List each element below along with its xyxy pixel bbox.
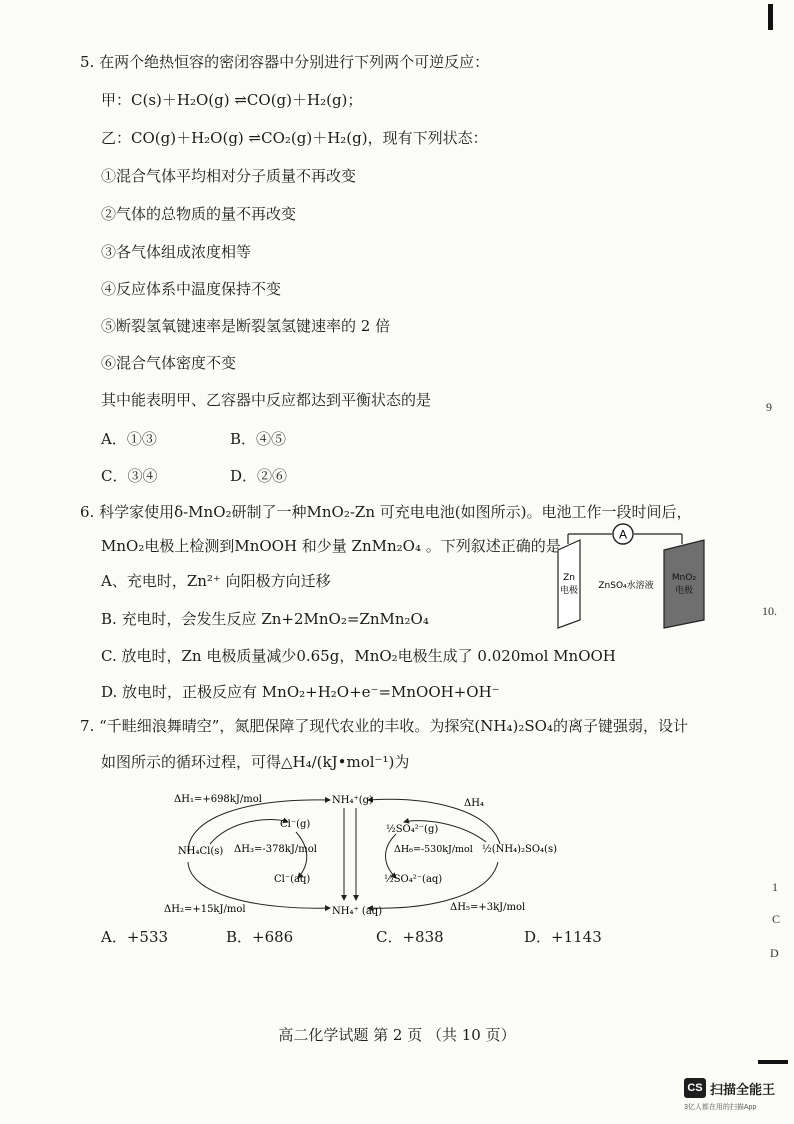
- q6-stem-line1: 6. 科学家使用δ-MnO₂研制了一种MnO₂-Zn 可充电电池(如图所示)。电池工作一段时间后，: [80, 503, 692, 521]
- margin-mark-10: 10.: [762, 604, 777, 618]
- margin-mark-c: C: [772, 912, 781, 926]
- q6-option-d[interactable]: D. 放电时，正极反应有 MnO₂+H₂O+e⁻=MnOOH+OH⁻: [101, 683, 500, 701]
- q6-option-a[interactable]: A、充电时，Zn²⁺ 向阳极方向迁移: [101, 572, 331, 590]
- nh4-gas-label: NH₄⁺(g): [332, 795, 373, 806]
- nh4cl-solid-label: NH₄Cl(s): [178, 846, 224, 857]
- q7-option-d[interactable]: D．+1143: [524, 928, 602, 946]
- dh1-label: ΔH₁=+698kJ/mol: [174, 794, 262, 805]
- dh5-label: ΔH₅=+3kJ/mol: [450, 902, 526, 913]
- q5-option-b[interactable]: B．④⑤: [230, 430, 287, 448]
- q5-state-3: ③各气体组成浓度相等: [101, 243, 252, 261]
- solution-label: ZnSO₄水溶液: [598, 581, 654, 591]
- so4-gas-label: ½SO₄²⁻(g): [386, 824, 439, 835]
- dh6-label: ΔH₆=-530kJ/mol: [394, 844, 473, 855]
- dh3-label: ΔH₃=-378kJ/mol: [234, 844, 317, 855]
- page-edge-mark-bottom: [758, 1060, 788, 1064]
- q6-option-c[interactable]: C. 放电时，Zn 电极质量减少0.65g，MnO₂电极生成了 0.020mol MnOOH: [101, 647, 616, 665]
- cl-aq-label: Cl⁻(aq): [274, 874, 311, 885]
- q7-option-b[interactable]: B．+686: [226, 928, 294, 946]
- q7-option-c[interactable]: C．+838: [376, 928, 444, 946]
- q5-state-6: ⑥混合气体密度不变: [101, 354, 237, 372]
- q5-reaction-yi: 乙：CO(g)＋H₂O(g) ⇌CO₂(g)＋H₂(g)，现有下列状态：: [101, 129, 488, 147]
- q7-stem-line2: 如图所示的循环过程，可得△H₄/(kJ•mol⁻¹)为: [101, 753, 410, 771]
- q6-stem-line2: MnO₂电极上检测到MnOOH 和少量 ZnMn₂O₄ 。下列叙述正确的是: [101, 537, 561, 555]
- battery-cell-svg: [546, 522, 706, 628]
- thermo-cycle-diagram: [160, 786, 557, 917]
- q5-stem: 5. 在两个绝热恒容的密闭容器中分别进行下列两个可逆反应：: [80, 53, 490, 71]
- battery-cell-diagram: [546, 522, 706, 628]
- mno2-electrode: [664, 540, 704, 628]
- scanner-app-name: 扫描全能王: [710, 1082, 776, 1097]
- q5-option-a[interactable]: A．①③: [101, 430, 157, 448]
- q5-state-1: ①混合气体平均相对分子质量不再改变: [101, 167, 357, 185]
- q5-option-d[interactable]: D．②⑥: [230, 467, 288, 485]
- zn-electrode-top-label: Zn: [563, 573, 575, 583]
- q7-stem-line1: 7. “千畦细浪舞晴空”，氮肥保障了现代农业的丰收。为探究(NH₄)₂SO₄的离子键强弱，设计: [80, 717, 688, 735]
- nh42so4-solid-label: ½(NH₄)₂SO₄(s): [482, 844, 557, 855]
- page-edge-mark-top: [768, 4, 773, 30]
- q5-question: 其中能表明甲、乙容器中反应都达到平衡状态的是: [101, 391, 432, 409]
- q6-option-b[interactable]: B. 充电时，会发生反应 Zn+2MnO₂=ZnMn₂O₄: [101, 610, 429, 628]
- margin-mark-1: 1: [772, 880, 778, 894]
- q7-option-a[interactable]: A．+533: [101, 928, 169, 946]
- zn-electrode: [558, 540, 580, 628]
- dh4-label: ΔH₄: [464, 798, 484, 809]
- q5-option-c[interactable]: C．③④: [101, 467, 158, 485]
- q5-state-5: ⑤断裂氢氧键速率是断裂氢氢键速率的 2 倍: [101, 317, 391, 335]
- q5-reaction-jia: 甲：C(s)＋H₂O(g) ⇌CO(g)＋H₂(g)；: [101, 91, 363, 109]
- q5-state-4: ④反应体系中温度保持不变: [101, 280, 282, 298]
- scanner-app-tagline: 3亿人都在用的扫描App: [684, 1104, 757, 1111]
- mno2-electrode-bottom-label: 电极: [674, 586, 694, 596]
- q5-state-2: ②气体的总物质的量不再改变: [101, 205, 297, 223]
- nh4-aq-label: NH₄⁺ (aq): [332, 906, 383, 917]
- ammeter-label: A: [618, 527, 628, 542]
- scanner-logo: [684, 1078, 794, 1118]
- cs-badge-icon: CS: [684, 1078, 706, 1098]
- dh2-label: ΔH₂=+15kJ/mol: [164, 904, 246, 915]
- cl-gas-label: Cl⁻(g): [280, 819, 311, 830]
- so4-aq-label: ½SO₄²⁻(aq): [384, 874, 443, 885]
- margin-mark-d: D: [770, 946, 779, 960]
- page-footer: 高二化学试题 第 2 页 （共 10 页）: [278, 1026, 516, 1044]
- mno2-electrode-top-label: MnO₂: [671, 573, 697, 583]
- thermo-cycle-svg: [160, 786, 557, 917]
- zn-electrode-bottom-label: 电极: [559, 586, 579, 596]
- margin-mark-9: 9: [766, 400, 772, 414]
